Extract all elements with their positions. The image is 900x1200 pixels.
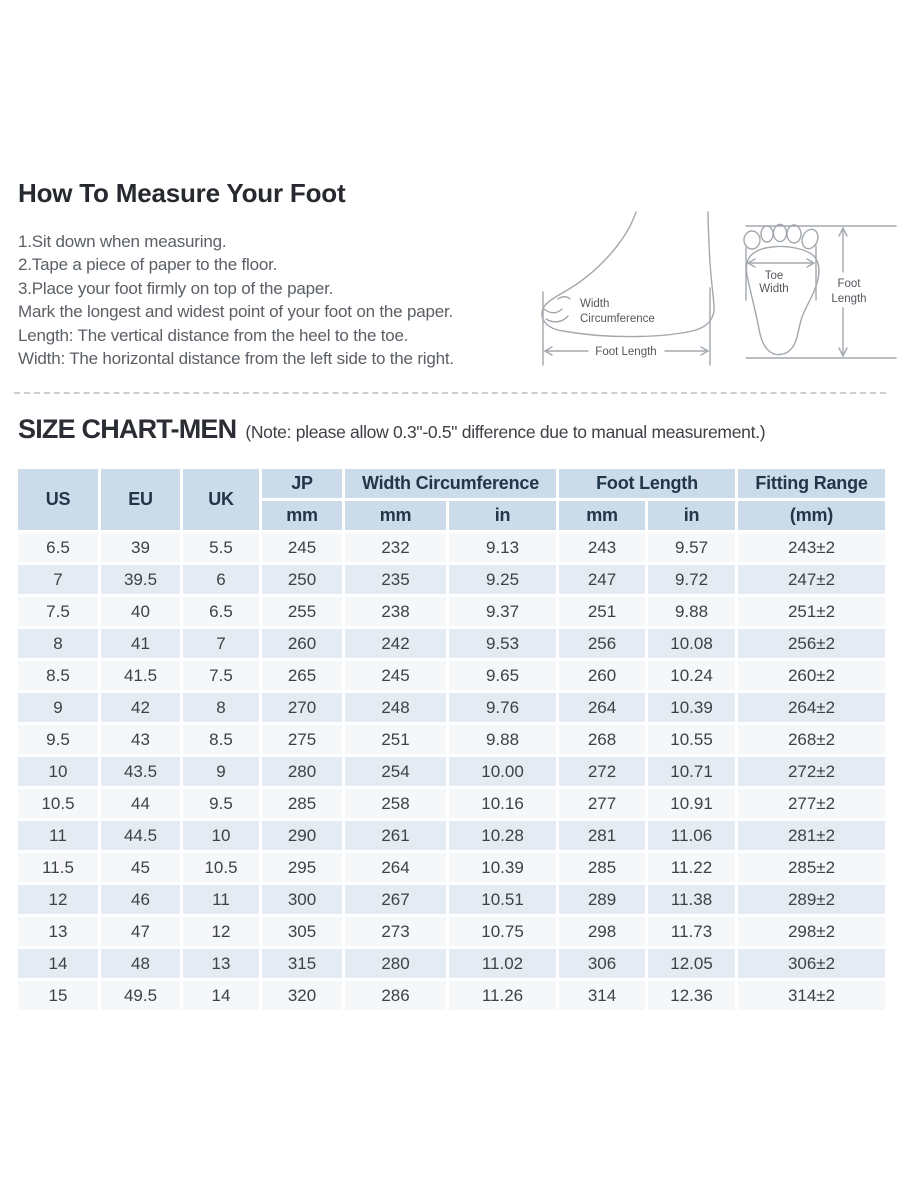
- table-cell: 260: [262, 629, 342, 658]
- measure-instructions: [18, 230, 454, 370]
- table-cell: 285: [262, 789, 342, 818]
- table-cell: 255: [262, 597, 342, 626]
- table-row: [18, 917, 885, 946]
- table-cell: 10.75: [449, 917, 556, 946]
- table-cell: 14: [183, 981, 259, 1010]
- table-cell: 42: [101, 693, 180, 722]
- table-cell: 11.73: [648, 917, 735, 946]
- table-cell: 256: [559, 629, 645, 658]
- table-cell: 251: [559, 597, 645, 626]
- table-cell: 5.5: [183, 533, 259, 562]
- instruction-line: 1.Sit down when measuring.: [18, 232, 227, 251]
- table-cell: 9.88: [449, 725, 556, 754]
- table-cell: 7: [18, 565, 98, 594]
- table-row: [18, 597, 885, 626]
- table-cell: 243: [559, 533, 645, 562]
- table-cell: 242: [345, 629, 446, 658]
- table-cell: 285: [559, 853, 645, 882]
- table-cell: 9.25: [449, 565, 556, 594]
- table-cell: 9.57: [648, 533, 735, 562]
- table-cell: 265: [262, 661, 342, 690]
- table-row: [18, 693, 885, 722]
- table-cell: 290: [262, 821, 342, 850]
- size-chart-title: SIZE CHART-MEN: [18, 414, 237, 444]
- table-cell: 267: [345, 885, 446, 914]
- measure-section-title: How To Measure Your Foot: [18, 178, 346, 208]
- table-cell: 298: [559, 917, 645, 946]
- table-cell: 10.5: [18, 789, 98, 818]
- table-cell: 6.5: [183, 597, 259, 626]
- table-cell: 43: [101, 725, 180, 754]
- table-cell: 8.5: [18, 661, 98, 690]
- table-cell: 251±2: [738, 597, 885, 626]
- table-cell: 13: [18, 917, 98, 946]
- table-cell: 15: [18, 981, 98, 1010]
- table-cell: 280: [345, 949, 446, 978]
- table-cell: 10.08: [648, 629, 735, 658]
- table-cell: 268±2: [738, 725, 885, 754]
- table-row: [18, 885, 885, 914]
- table-cell: 7.5: [183, 661, 259, 690]
- table-row: [18, 661, 885, 690]
- table-cell: 314: [559, 981, 645, 1010]
- table-row: [18, 821, 885, 850]
- table-cell: 10.16: [449, 789, 556, 818]
- table-cell: 8: [183, 693, 259, 722]
- table-cell: 9.65: [449, 661, 556, 690]
- table-cell: 10: [18, 757, 98, 786]
- table-cell: 9.72: [648, 565, 735, 594]
- table-cell: 11: [183, 885, 259, 914]
- table-cell: 39.5: [101, 565, 180, 594]
- instruction-line: 2.Tape a piece of paper to the floor.: [18, 255, 278, 275]
- table-cell: 320: [262, 981, 342, 1010]
- table-cell: 280: [262, 757, 342, 786]
- table-cell: 243±2: [738, 533, 885, 562]
- column-header-us: US: [18, 469, 98, 530]
- table-cell: 298±2: [738, 917, 885, 946]
- table-cell: 286: [345, 981, 446, 1010]
- table-cell: 305: [262, 917, 342, 946]
- table-cell: 315: [262, 949, 342, 978]
- table-cell: 9: [183, 757, 259, 786]
- table-cell: 285±2: [738, 853, 885, 882]
- table-cell: 7.5: [18, 597, 98, 626]
- subheader-wc-in: in: [449, 501, 556, 530]
- table-cell: 10.51: [449, 885, 556, 914]
- subheader-jp-mm: mm: [262, 501, 342, 530]
- table-cell: 289: [559, 885, 645, 914]
- foot-length-label-side: Foot Length: [595, 346, 657, 358]
- table-cell: 7: [183, 629, 259, 658]
- table-cell: 13: [183, 949, 259, 978]
- table-cell: 12.36: [648, 981, 735, 1010]
- table-cell: 245: [262, 533, 342, 562]
- table-cell: 256±2: [738, 629, 885, 658]
- table-cell: 11.5: [18, 853, 98, 882]
- table-cell: 10.00: [449, 757, 556, 786]
- table-row: [18, 533, 885, 562]
- table-cell: 44.5: [101, 821, 180, 850]
- table-cell: 306±2: [738, 949, 885, 978]
- column-header-width-circumference: Width Circumference: [345, 469, 556, 498]
- table-row: [18, 629, 885, 658]
- table-cell: 6.5: [18, 533, 98, 562]
- subheader-wc-mm: mm: [345, 501, 446, 530]
- table-cell: 247: [559, 565, 645, 594]
- table-cell: 273: [345, 917, 446, 946]
- table-cell: 41.5: [101, 661, 180, 690]
- column-header-eu: EU: [101, 469, 180, 530]
- foot-length-top-label-line2: Length: [831, 293, 867, 305]
- table-cell: 254: [345, 757, 446, 786]
- table-cell: 314±2: [738, 981, 885, 1010]
- table-cell: 11.38: [648, 885, 735, 914]
- table-cell: 12.05: [648, 949, 735, 978]
- instruction-line: 3.Place your foot firmly on top of the paper.: [18, 278, 334, 298]
- column-header-foot-length: Foot Length: [559, 469, 735, 498]
- table-cell: 272: [559, 757, 645, 786]
- size-chart-table-body: [18, 533, 885, 1010]
- table-cell: 260: [559, 661, 645, 690]
- table-cell: 10.91: [648, 789, 735, 818]
- table-cell: 11.22: [648, 853, 735, 882]
- table-cell: 248: [345, 693, 446, 722]
- table-cell: 268: [559, 725, 645, 754]
- table-cell: 277: [559, 789, 645, 818]
- table-cell: 11.26: [449, 981, 556, 1010]
- table-cell: 260±2: [738, 661, 885, 690]
- subheader-fl-in: in: [648, 501, 735, 530]
- width-circumference-label-line1: Width: [580, 298, 610, 310]
- column-header-uk: UK: [183, 469, 259, 530]
- table-cell: 8: [18, 629, 98, 658]
- foot-measurement-diagram: [518, 208, 900, 380]
- table-cell: 6: [183, 565, 259, 594]
- table-cell: 47: [101, 917, 180, 946]
- table-cell: 232: [345, 533, 446, 562]
- table-cell: 9.5: [18, 725, 98, 754]
- table-cell: 289±2: [738, 885, 885, 914]
- table-cell: 9.37: [449, 597, 556, 626]
- table-cell: 39: [101, 533, 180, 562]
- table-cell: 235: [345, 565, 446, 594]
- table-cell: 11.06: [648, 821, 735, 850]
- table-cell: 9.76: [449, 693, 556, 722]
- width-circumference-label-line2: Circumference: [580, 313, 655, 325]
- table-cell: 264±2: [738, 693, 885, 722]
- size-chart-table: [15, 466, 888, 1013]
- size-chart-note: (Note: please allow 0.3"-0.5" difference due to manual measurement.): [245, 422, 766, 442]
- table-cell: 281±2: [738, 821, 885, 850]
- size-chart-heading-row: [18, 414, 765, 445]
- table-cell: 10.39: [449, 853, 556, 882]
- table-cell: 275: [262, 725, 342, 754]
- column-header-jp: JP: [262, 469, 342, 498]
- instruction-line: Width: The horizontal distance from the left side to the right.: [18, 349, 454, 369]
- table-cell: 250: [262, 565, 342, 594]
- table-cell: 10.5: [183, 853, 259, 882]
- table-cell: 40: [101, 597, 180, 626]
- foot-length-top-label-line1: Foot: [837, 278, 861, 290]
- table-cell: 238: [345, 597, 446, 626]
- table-cell: 9: [18, 693, 98, 722]
- table-cell: 10.39: [648, 693, 735, 722]
- table-row: [18, 565, 885, 594]
- table-cell: 300: [262, 885, 342, 914]
- table-row: [18, 757, 885, 786]
- table-row: [18, 981, 885, 1010]
- table-cell: 10.28: [449, 821, 556, 850]
- table-cell: 10: [183, 821, 259, 850]
- table-cell: 11: [18, 821, 98, 850]
- table-cell: 11.02: [449, 949, 556, 978]
- table-cell: 8.5: [183, 725, 259, 754]
- toe-width-label-line1: Toe: [764, 270, 784, 282]
- table-cell: 44: [101, 789, 180, 818]
- table-cell: 258: [345, 789, 446, 818]
- table-cell: 251: [345, 725, 446, 754]
- table-row: [18, 789, 885, 818]
- table-cell: 12: [18, 885, 98, 914]
- table-cell: 306: [559, 949, 645, 978]
- table-cell: 45: [101, 853, 180, 882]
- table-cell: 281: [559, 821, 645, 850]
- table-cell: 9.13: [449, 533, 556, 562]
- table-cell: 245: [345, 661, 446, 690]
- column-header-fitting-range: Fitting Range: [738, 469, 885, 498]
- table-cell: 10.71: [648, 757, 735, 786]
- table-cell: 295: [262, 853, 342, 882]
- foot-length-arrow-top: [839, 228, 847, 356]
- instruction-line: Mark the longest and widest point of your foot on the paper.: [18, 302, 454, 322]
- subheader-fl-mm: mm: [559, 501, 645, 530]
- table-cell: 10.24: [648, 661, 735, 690]
- table-cell: 270: [262, 693, 342, 722]
- table-cell: 9.53: [449, 629, 556, 658]
- table-cell: 261: [345, 821, 446, 850]
- table-row: [18, 725, 885, 754]
- subheader-fr-mm: (mm): [738, 501, 885, 530]
- table-cell: 48: [101, 949, 180, 978]
- table-cell: 264: [559, 693, 645, 722]
- table-cell: 9.5: [183, 789, 259, 818]
- table-cell: 49.5: [101, 981, 180, 1010]
- table-cell: 14: [18, 949, 98, 978]
- table-cell: 264: [345, 853, 446, 882]
- instruction-line: Length: The vertical distance from the heel to the toe.: [18, 325, 409, 345]
- table-cell: 41: [101, 629, 180, 658]
- table-row: [18, 853, 885, 882]
- foot-diagram-svg: [518, 208, 900, 380]
- table-row: [18, 949, 885, 978]
- table-cell: 9.88: [648, 597, 735, 626]
- table-cell: 43.5: [101, 757, 180, 786]
- toe-width-label-line2: Width: [759, 283, 789, 295]
- dashed-divider: [14, 392, 886, 394]
- table-cell: 277±2: [738, 789, 885, 818]
- table-cell: 247±2: [738, 565, 885, 594]
- table-cell: 46: [101, 885, 180, 914]
- table-cell: 12: [183, 917, 259, 946]
- table-cell: 10.55: [648, 725, 735, 754]
- table-cell: 272±2: [738, 757, 885, 786]
